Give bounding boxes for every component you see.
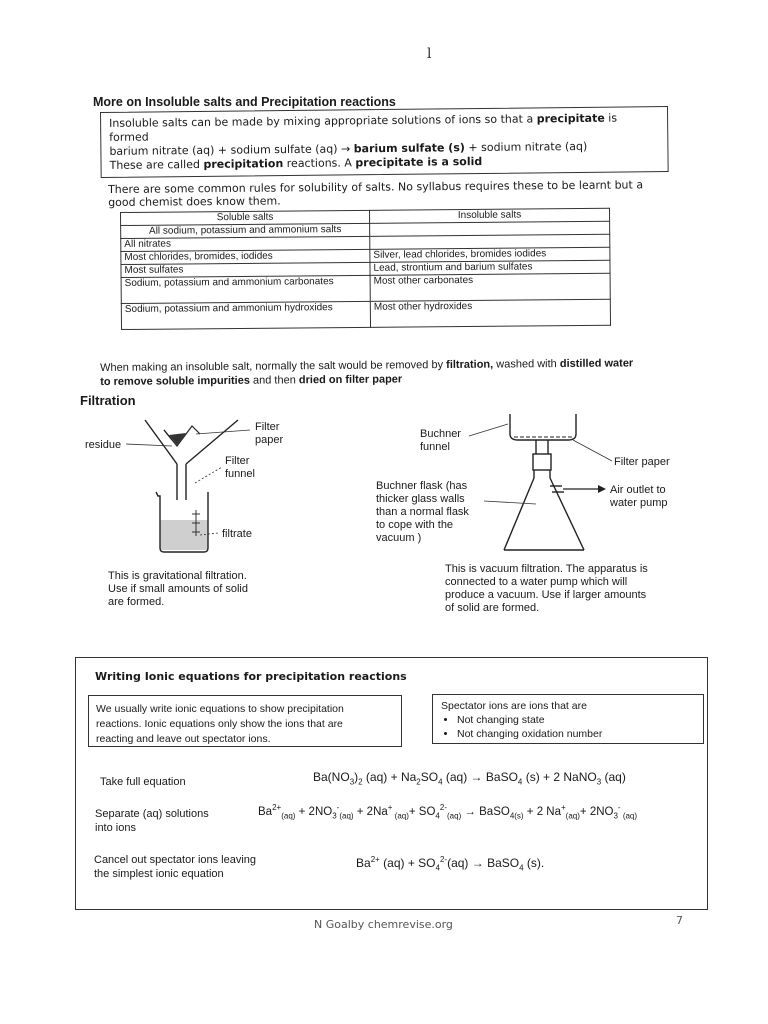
filter-paper-vacuum-label: Filter paper	[614, 456, 670, 468]
vacuum-filtration-diagram	[470, 410, 600, 555]
residue-label: residue	[85, 439, 122, 451]
list-item: • Not changing oxidation number	[457, 727, 695, 741]
list-item: • Not changing state	[457, 713, 695, 727]
page-number: 7	[676, 914, 683, 927]
header-insoluble: Insoluble salts	[369, 208, 609, 223]
table-cell: Silver, lead chlorides, bromides iodides	[370, 247, 610, 262]
table-cell: Most other hydroxides	[370, 299, 610, 327]
ionic-intro-box: We usually write ionic equations to show precipitation reactions. Ionic equations only show the ions that are reacting and leave out spectator ions.	[88, 695, 402, 747]
air-outlet-label: Air outlet to water pump	[610, 484, 668, 509]
filter-paper-label: Filter paper	[255, 421, 284, 446]
table-cell: Sodium, potassium and ammonium carbonates	[121, 275, 370, 303]
table-cell: Most other carbonates	[370, 273, 610, 301]
ionic-section-title: Writing Ionic equations for precipitation reactions	[95, 670, 407, 683]
header-soluble: Soluble salts	[121, 210, 370, 225]
filtrate-label: filtrate	[222, 528, 252, 540]
filtration-heading: Filtration	[80, 393, 136, 408]
spectator-title: Spectator ions are ions that are	[441, 700, 587, 712]
table-cell: Lead, strontium and barium sulfates	[370, 260, 610, 275]
full-equation: $Ba(NO_3)_2$ $(aq) + Na_2SO_4$ (aq) → BaSO$_4$ (s) + 2 NaNO$_3$ (aq)	[313, 770, 626, 787]
separated-ions-equation: $Ba^{2+}_{(aq)} + 2NO_3^-_{(aq)} + 2Na^+$ $_{(aq)}+ SO_4^{2-}_{(aq)}$ → BaSO$_{4(s)}$ + 2 $Na^+_{(aq)}+ 2NO_3^-$ $_{(aq)}$	[258, 803, 638, 821]
filter-funnel-label: Filter funnel	[225, 455, 255, 480]
table-row	[121, 299, 610, 329]
buchner-funnel-label: Buchner funnel	[420, 428, 461, 453]
page-mark: l	[427, 46, 432, 62]
step-1-label: Take full equation	[100, 776, 186, 788]
table-cell: All nitrates	[121, 236, 370, 251]
definition-line-3: These are called precipitation reactions. A precipitate is a solid	[109, 155, 483, 172]
spectator-list	[441, 713, 695, 741]
table-cell: Most sulfates	[121, 262, 370, 277]
simplest-ionic-equation: $Ba^{2+}$ $(aq) + SO_4^{2-}(aq)$ → BaSO$_4$ (s).	[356, 855, 545, 873]
step-3-label: Cancel out spectator ions leaving the simplest ionic equation	[94, 854, 257, 880]
buchner-flask-label: Buchner flask (has thicker glass walls than a normal flask to cope with the vacuum )	[376, 480, 469, 544]
table-cell: All sodium, potassium and ammonium salts	[121, 223, 370, 238]
step-2-label: Separate (aq) solutions into ions	[95, 808, 209, 834]
gravity-caption: This is gravitational filtration. Use if small amounts of solid are formed.	[108, 570, 248, 608]
filtration-note: When making an insoluble salt, normally the salt would be removed by filtration, washed with distilled water to remove soluble impurities and then dried on filter paper	[100, 357, 634, 388]
spectator-ions-box	[432, 694, 704, 744]
definition-line-2: barium nitrate (aq) + sodium sulfate (aq) → barium sulfate (s) + sodium nitrate (aq)	[109, 139, 588, 158]
buchner-flask-icon	[504, 454, 584, 550]
vacuum-caption: This is vacuum filtration. The apparatus is connected to a water pump which will produce a vacuum. Use if larger amounts of solid are formed.	[445, 563, 648, 614]
beaker-icon	[156, 492, 208, 552]
definition-line-1: Insoluble salts can be made by mixing appropriate solutions of ions so that a precipitate is formed	[109, 111, 618, 144]
table-cell: Sodium, potassium and ammonium hydroxides	[121, 301, 370, 329]
footer-credit: N Goalby chemrevise.org	[314, 918, 453, 931]
section-title: More on Insoluble salts and Precipitation reactions	[93, 95, 396, 109]
table-cell: Most chlorides, bromides, iodides	[121, 249, 370, 264]
solubility-table	[120, 208, 611, 330]
definition-box	[100, 106, 669, 178]
rules-intro: There are some common rules for solubility of salts. No syllabus requires these to be learnt but a good chemist does know them.	[108, 178, 644, 209]
